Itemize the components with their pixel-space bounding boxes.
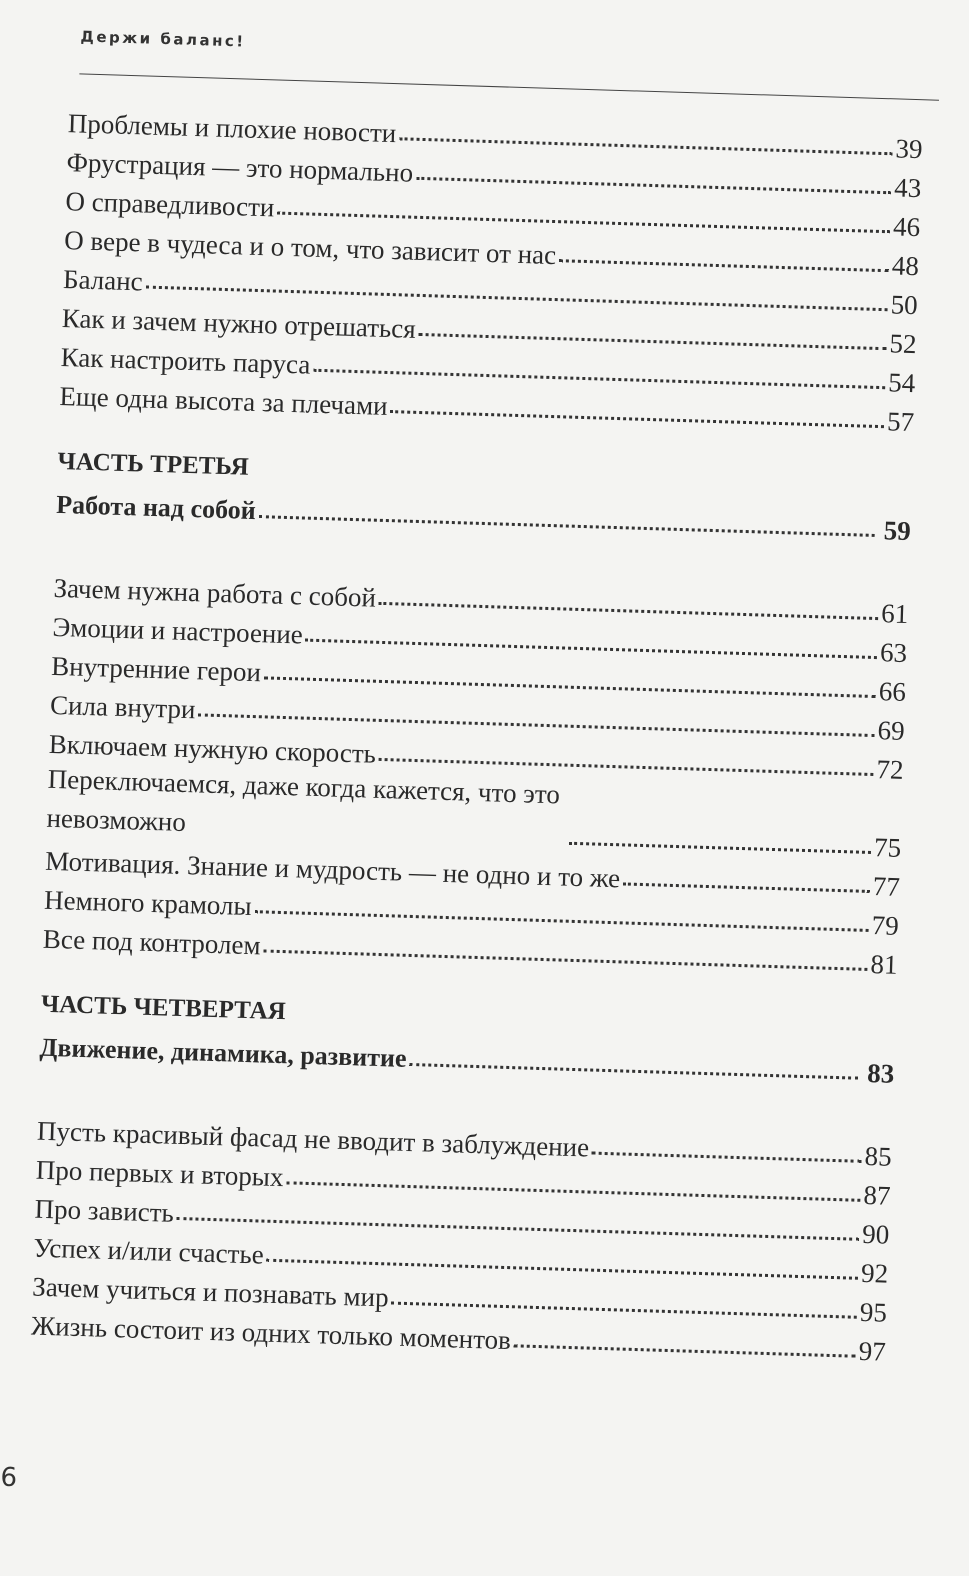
entry-page-number: 50: [890, 289, 919, 321]
entry-page-number: 92: [860, 1257, 889, 1289]
entry-title: Движение, динамика, развитие: [39, 1032, 407, 1073]
entry-title: Все под контролем: [42, 923, 262, 961]
dot-leader: [592, 1152, 862, 1163]
entry-title: Фрустрация — это нормально: [66, 147, 414, 188]
header-rule: [79, 73, 939, 100]
part-heading: ЧАСТЬ ЧЕТВЕРТАЯ: [40, 990, 287, 1026]
entry-page-number: 48: [891, 250, 920, 282]
dot-leader: [263, 949, 867, 970]
entry-page-number: 72: [876, 754, 904, 785]
entry-title: Еще одна высота за плечами: [59, 380, 389, 421]
entry-page-number: 66: [878, 676, 907, 707]
entry-page-number: 75: [873, 832, 902, 863]
entry-page-number: 52: [889, 328, 917, 360]
entry-page-number: 85: [864, 1140, 893, 1172]
entry-page-number: 69: [877, 715, 906, 746]
running-title: Держи баланс!: [80, 27, 246, 51]
entry-page-number: 97: [858, 1335, 887, 1367]
entry-page-number: 87: [863, 1179, 891, 1211]
entry-title: Про зависть: [34, 1193, 175, 1228]
entry-title: О справедливости: [65, 186, 275, 223]
entry-title: Сила внутри: [49, 689, 196, 725]
entry-page-number: 59: [883, 515, 912, 547]
entry-title: Внутренние герои: [50, 650, 262, 688]
dot-leader: [409, 1063, 858, 1080]
entry-page-number: 54: [887, 367, 916, 399]
entry-title: Эмоции и настроение: [52, 611, 304, 650]
entry-page-number: 61: [880, 598, 909, 629]
entry-page-number: 83: [866, 1057, 895, 1089]
entry-page-number: 39: [895, 133, 923, 165]
dot-leader: [514, 1344, 856, 1357]
entry-title: Включаем нужную скорость: [48, 728, 377, 769]
entry-page-number: 77: [872, 871, 901, 902]
entry-title: О вере в чудеса и о том, что зависит от нас: [63, 225, 557, 271]
entry-title: Работа над собой: [55, 489, 257, 526]
entry-title: Про первых и вторых: [35, 1154, 284, 1193]
entry-page-number: 90: [861, 1218, 890, 1250]
page-number: 6: [0, 1462, 18, 1494]
entry-page-number: 95: [859, 1296, 888, 1328]
entry-title: Проблемы и плохие новости: [67, 108, 397, 149]
part-heading: ЧАСТЬ ТРЕТЬЯ: [57, 447, 250, 481]
dot-leader: [623, 882, 870, 893]
dot-leader: [569, 842, 871, 854]
entry-title: Немного крамолы: [43, 884, 253, 922]
entry-title: Как настроить паруса: [60, 342, 311, 380]
entry-title: Как и зачем нужно отрешаться: [61, 303, 417, 344]
dot-leader: [390, 410, 884, 428]
entry-title: Мотивация. Знание и мудрость — не одно и то же: [44, 845, 621, 894]
entry-page-number: 43: [893, 172, 922, 204]
entry-page-number: 79: [871, 910, 900, 941]
entry-page-number: 46: [892, 211, 921, 243]
entry-page-number: 63: [879, 637, 908, 668]
entry-title: Успех и/или счастье: [33, 1232, 265, 1270]
entry-title: Переключаемся, даже когда кажется, что это невозможно: [46, 763, 561, 838]
entry-title: Зачем нужна работа с собой: [53, 572, 377, 613]
table-of-contents: [31, 100, 924, 1368]
entry-title: Жизнь состоит из одних только моментов: [30, 1310, 512, 1356]
dot-leader: [259, 515, 875, 537]
entry-title: Баланс: [62, 264, 144, 297]
entry-page-number: 57: [886, 406, 915, 438]
dot-leader: [559, 259, 889, 272]
entry-page-number: 81: [870, 949, 899, 980]
entry-title: Пусть красивый фасад не вводит в заблуждение: [36, 1115, 590, 1163]
entry-title: Зачем учиться и познавать мир: [31, 1271, 390, 1313]
